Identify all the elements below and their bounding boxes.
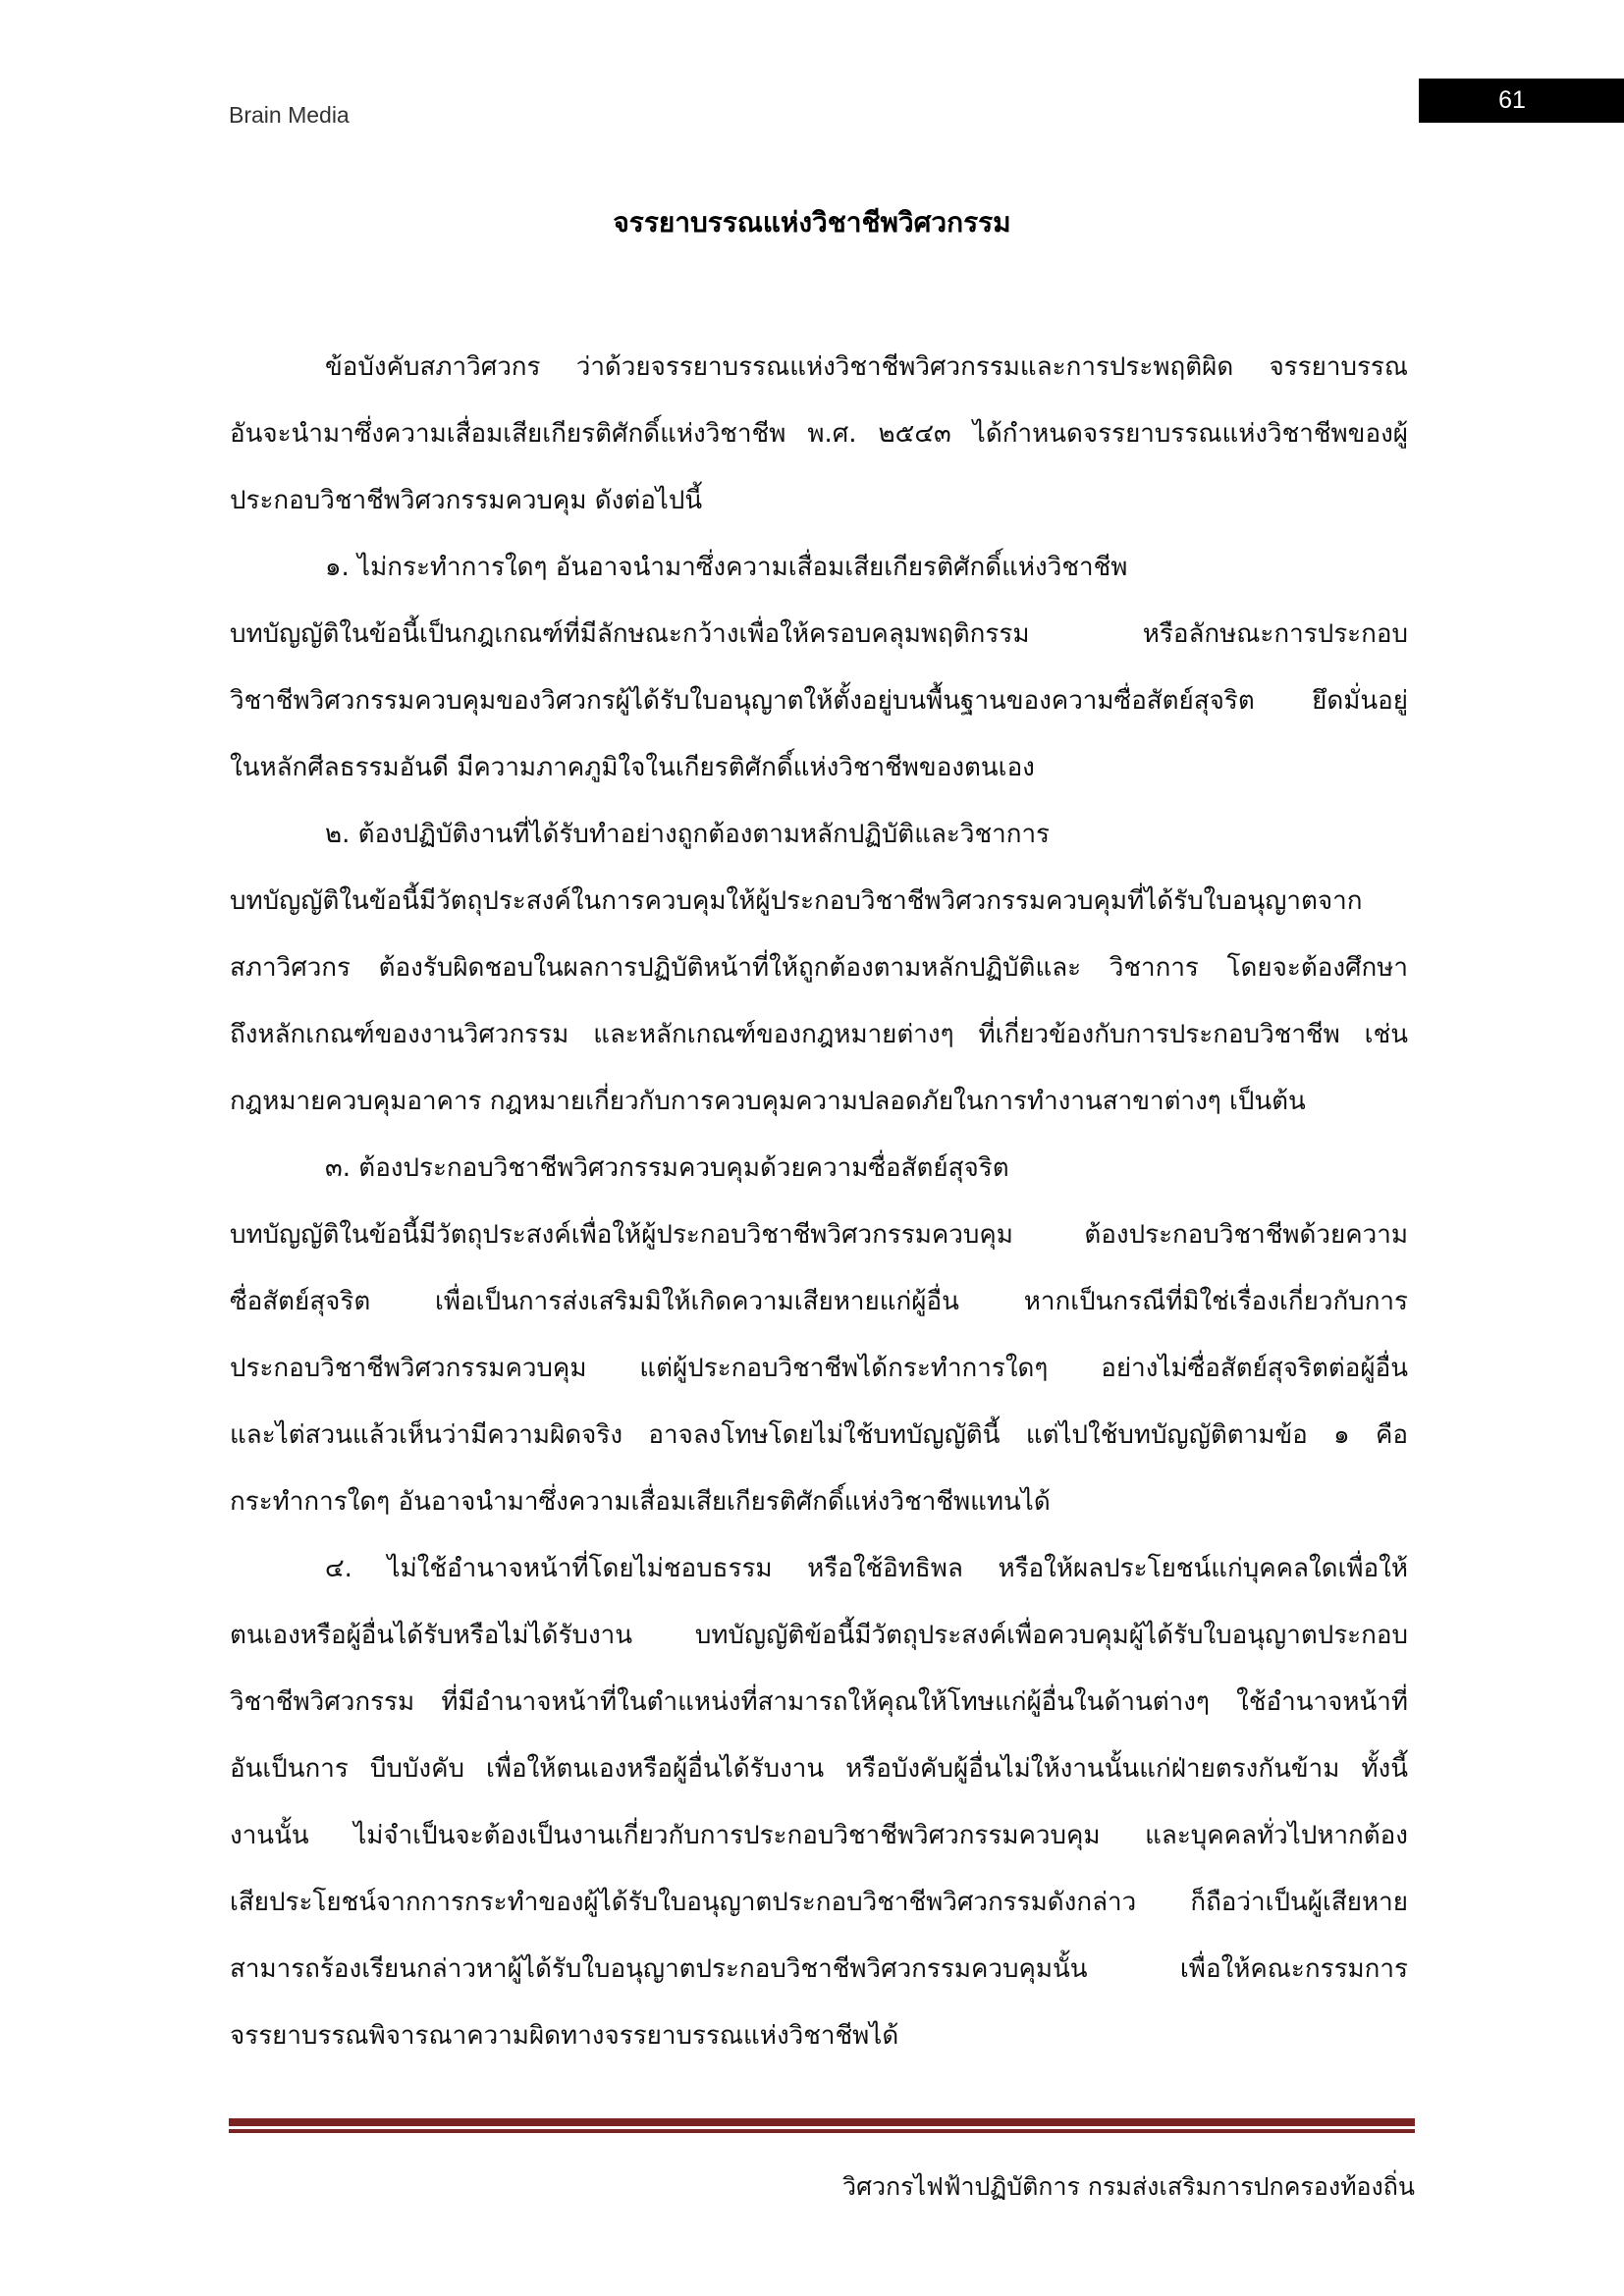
paragraph-line: วิชาชีพวิศวกรรมควบคุมของวิศวกรผู้ได้รับใบอนุญาตให้ตั้งอยู่บนพื้นฐานของความซื่อสัตย์สุจริต ยึดมั่นอยู่ bbox=[230, 686, 1408, 716]
section-heading-3: ๓. ต้องประกอบวิชาชีพวิศวกรรมควบคุมด้วยความซื่อสัตย์สุจริต bbox=[325, 1153, 1009, 1183]
paragraph-line: ประกอบวิชาชีพวิศวกรรมควบคุม ดังต่อไปนี้ bbox=[230, 486, 703, 515]
paragraph-line: บทบัญญัติในข้อนี้มีวัตถุประสงค์เพื่อให้ผู้ประกอบวิชาชีพวิศวกรรมควบคุม ต้องประกอบวิชาชีพด้วยความ bbox=[230, 1220, 1408, 1250]
paragraph-line: วิชาชีพวิศวกรรม ที่มีอำนาจหน้าที่ในตำแหน่งที่สามารถให้คุณให้โทษแก่ผู้อื่นในด้านต่างๆ ใช้อำนาจหน้าที่ bbox=[230, 1687, 1408, 1717]
paragraph-line: ในหลักศีลธรรมอันดี มีความภาคภูมิใจในเกียรติศักดิ์แห่งวิชาชีพของตนเอง bbox=[230, 753, 1035, 782]
paragraph-line: ตนเองหรือผู้อื่นได้รับหรือไม่ได้รับงาน บทบัญญัติข้อนี้มีวัตถุประสงค์เพื่อควบคุมผู้ได้รับใบอนุญาตประกอบ bbox=[230, 1621, 1408, 1650]
paragraph-line: สภาวิศวกร ต้องรับผิดชอบในผลการปฏิบัติหน้าที่ให้ถูกต้องตามหลักปฏิบัติและ วิชาการ โดยจะต้องศึกษา bbox=[230, 953, 1408, 983]
footer-text: วิศวกรไฟฟ้าปฏิบัติการ กรมส่งเสริมการปกครองท้องถิ่น bbox=[842, 2172, 1415, 2201]
paragraph-line: อันจะนำมาซึ่งความเสื่อมเสียเกียรติศักดิ์แห่งวิชาชีพ พ.ศ. ๒๕๔๓ ได้กำหนดจรรยาบรรณแห่งวิชาชีพของผู้ bbox=[230, 419, 1408, 449]
paragraph-line: ถึงหลักเกณฑ์ของงานวิศวกรรม และหลักเกณฑ์ของกฎหมายต่างๆ ที่เกี่ยวข้องกับการประกอบวิชาชีพ เช่น bbox=[230, 1020, 1408, 1049]
document-title: จรรยาบรรณแห่งวิชาชีพวิศวกรรม bbox=[613, 206, 1011, 239]
paragraph-line: กฎหมายควบคุมอาคาร กฎหมายเกี่ยวกับการควบคุมความปลอดภัยในการทำงานสาขาต่างๆ เป็นต้น bbox=[230, 1087, 1306, 1116]
footer-divider-thick bbox=[229, 2118, 1415, 2126]
paragraph-line: อันเป็นการ บีบบังคับ เพื่อให้ตนเองหรือผู้อื่นได้รับงาน หรือบังคับผู้อื่นไม่ให้งานนั้นแก่ฝ่ายตรงกันข้าม ทั้งนี้ bbox=[230, 1754, 1408, 1784]
paragraph-line: ประกอบวิชาชีพวิศวกรรมควบคุม แต่ผู้ประกอบวิชาชีพได้กระทำการใดๆ อย่างไม่ซื่อสัตย์สุจริตต่อผู้อื่น bbox=[230, 1354, 1408, 1383]
paragraph-line: เสียประโยชน์จากการกระทำของผู้ได้รับใบอนุญาตประกอบวิชาชีพวิศวกรรมดังกล่าว ก็ถือว่าเป็นผู้เสียหาย bbox=[230, 1888, 1408, 1917]
paragraph-line: งานนั้น ไม่จำเป็นจะต้องเป็นงานเกี่ยวกับการประกอบวิชาชีพวิศวกรรมควบคุม และบุคคลทั่วไปหากต้อง bbox=[230, 1821, 1408, 1850]
page-number: 61 bbox=[1419, 79, 1624, 123]
paragraph-line: กระทำการใดๆ อันอาจนำมาซึ่งความเสื่อมเสียเกียรติศักดิ์แห่งวิชาชีพแทนได้ bbox=[230, 1487, 1051, 1517]
paragraph-line: บทบัญญัติในข้อนี้มีวัตถุประสงค์ในการควบคุมให้ผู้ประกอบวิชาชีพวิศวกรรมควบคุมที่ได้รับใบอนุญาตจาก bbox=[230, 886, 1363, 916]
section-heading-2: ๒. ต้องปฏิบัติงานที่ได้รับทำอย่างถูกต้องตามหลักปฏิบัติและวิชาการ bbox=[325, 820, 1051, 849]
paragraph-line: และไต่สวนแล้วเห็นว่ามีความผิดจริง อาจลงโทษโดยไม่ใช้บทบัญญัตินี้ แต่ไปใช้บทบัญญัติตามข้อ ๑ คือ bbox=[230, 1420, 1408, 1450]
paragraph-line: บทบัญญัติในข้อนี้เป็นกฎเกณฑ์ที่มีลักษณะกว้างเพื่อให้ครอบคลุมพฤติกรรม หรือลักษณะการประกอบ bbox=[230, 619, 1408, 649]
paragraph-line: ข้อบังคับสภาวิศวกร ว่าด้วยจรรยาบรรณแห่งวิชาชีพวิศวกรรมและการประพฤติผิด จรรยาบรรณ bbox=[325, 352, 1408, 382]
section-heading-4: ๔. ไม่ใช้อำนาจหน้าที่โดยไม่ชอบธรรม หรือใช้อิทธิพล หรือให้ผลประโยชน์แก่บุคคลใดเพื่อให้ bbox=[325, 1554, 1408, 1583]
paragraph-line: ซื่อสัตย์สุจริต เพื่อเป็นการส่งเสริมมิให้เกิดความเสียหายแก่ผู้อื่น หากเป็นกรณีที่มิใช่เรื่องเกี่ยวกับการ bbox=[230, 1287, 1408, 1316]
footer-divider-thin bbox=[229, 2129, 1415, 2133]
section-heading-1: ๑. ไม่กระทำการใดๆ อันอาจนำมาซึ่งความเสื่อมเสียเกียรติศักดิ์แห่งวิชาชีพ bbox=[325, 553, 1128, 582]
paragraph-line: สามารถร้องเรียนกล่าวหาผู้ได้รับใบอนุญาตประกอบวิชาชีพวิศวกรรมควบคุมนั้น เพื่อให้คณะกรรมการ bbox=[230, 1954, 1408, 1984]
header-brand: Brain Media bbox=[229, 102, 350, 128]
paragraph-line: จรรยาบรรณพิจารณาความผิดทางจรรยาบรรณแห่งวิชาชีพได้ bbox=[230, 2021, 899, 2051]
